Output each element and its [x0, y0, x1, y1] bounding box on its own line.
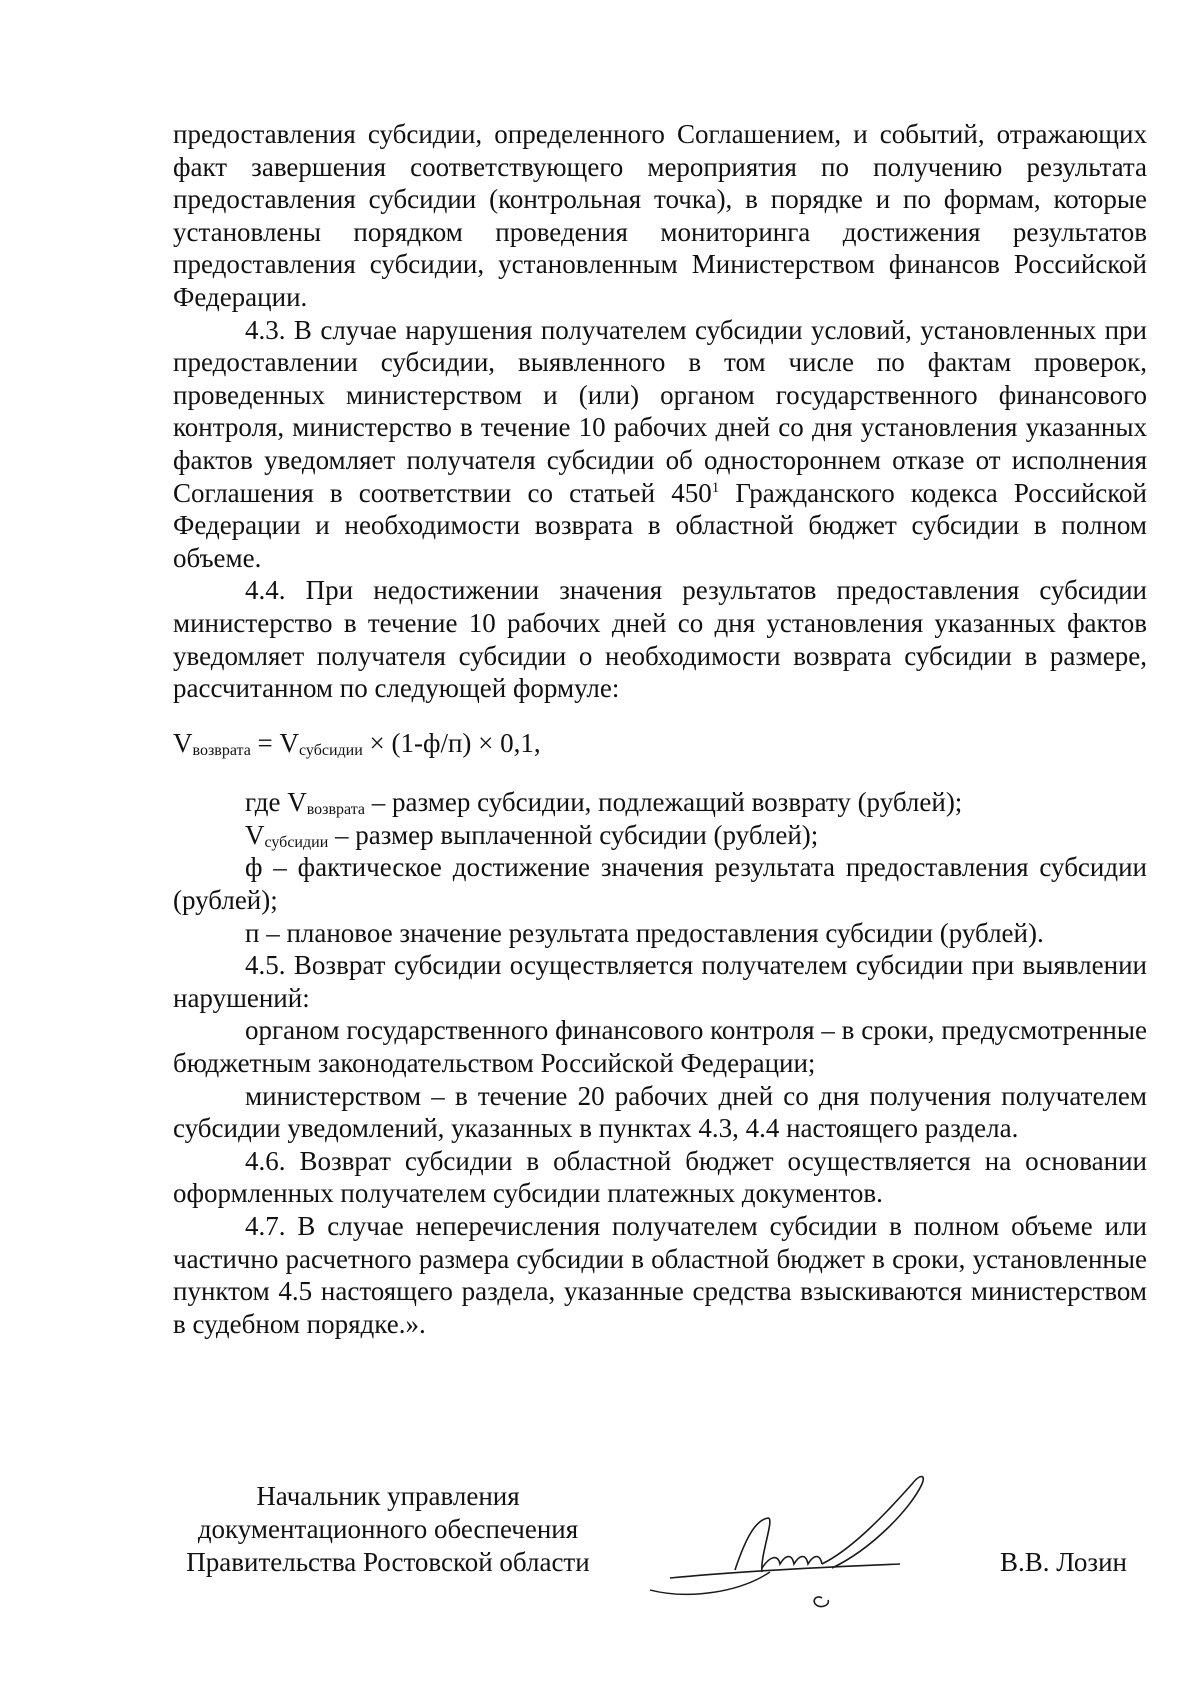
formula-sub-return: возврата: [192, 741, 251, 759]
paragraph-4-6: 4.6. Возврат субсидии в областной бюджет осуществляется на основании оформленных получателем субсидии платежных документов.: [173, 1145, 1147, 1209]
definition-v-subsidy-prefix: V: [245, 819, 265, 850]
definition-v-return-prefix: где V: [245, 787, 307, 818]
formula-sub-subsidy: субсидии: [299, 741, 363, 759]
formula-rest: × (1-ф/п) × 0,1,: [362, 727, 541, 758]
signature-block: [0, 1480, 1200, 1640]
definition-f: ф – фактическое достижение значения результата предоставления субсидии (рублей);: [173, 852, 1147, 916]
definition-v-return: [173, 786, 1147, 819]
formula-v: V: [173, 727, 193, 758]
definition-p: п – плановое значение результата предоставления субсидии (рублей).: [245, 917, 1044, 948]
paragraph-4-7: 4.7. В случае неперечисления получателем субсидии в полном объеме или частично расчетного размера субсидии в областной бюджет в сроки, установленные пунктом 4.5 настоящего раздела, указанные средства взыскиваются министерством в судебном порядке.».: [173, 1211, 1147, 1339]
paragraph-4-5-b: министерством – в течение 20 рабочих дней со дня получения получателем субсидии уведомлений, указанных в пунктах 4.3, 4.4 настоящего раздела.: [173, 1080, 1147, 1144]
paragraph-4-5-a: органом государственного финансового контроля – в сроки, предусмотренные бюджетным законодательством Российской Федерации;: [173, 1015, 1147, 1079]
signatory-title-line-2: документационного обеспечения: [197, 1514, 579, 1544]
paragraph-4-4: 4.4. При недостижении значения результатов предоставления субсидии министерство в течение 10 рабочих дней со дня установления указанных фактов уведомляет получателя субсидии о необходимости возврата субсидии в размере, рассчитанном по следующей формуле:: [173, 575, 1147, 704]
paragraph-4-5: 4.5. Возврат субсидии осуществляется получателем субсидии при выявлении нарушений:: [173, 950, 1147, 1013]
signatory-title-line-1: Начальник управления: [256, 1481, 520, 1511]
handwritten-signature: [650, 1460, 990, 1620]
document-body: [173, 118, 1147, 1340]
signatory-name: В.В. Лозин: [1000, 1547, 1127, 1577]
definition-v-return-text: – размер субсидии, подлежащий возврату (рублей);: [365, 787, 963, 818]
formula-equals: = V: [250, 727, 300, 758]
formula: [173, 727, 1147, 760]
signatory-title-line-3: Правительства Ростовской области: [186, 1547, 590, 1577]
article-superscript: 1: [711, 479, 720, 496]
definition-v-subsidy: [173, 819, 1147, 852]
definition-v-return-sub: возврата: [306, 801, 365, 819]
paragraph-4-3: [173, 314, 1147, 575]
paragraph-intro: предоставления субсидии, определенного Соглашением, и событий, отражающих факт завершения соответствующего мероприятия по получению результата предоставления субсидии (контрольная точка), в порядке и по формам, которые установлены порядком проведения мониторинга достижения результатов предоставления субсидии, установленным Министерством финансов Российской Федерации.: [173, 119, 1147, 312]
definition-v-subsidy-text: – размер выплаченной субсидии (рублей);: [328, 819, 819, 850]
signatory-title: [173, 1480, 603, 1579]
paragraph-4-3-text-a: 4.3. В случае нарушения получателем субсидии условий, установленных при предоставлении субсидии, выявленного в том числе по фактам проверок, проведенных министерством и (или) органом государственного финансового контроля, министерство в течение 10 рабочих дней со дня установления указанных фактов уведомляет получателя субсидии об одностороннем отказе от исполнения Соглашения в соответствии со статьей 450: [173, 314, 1147, 508]
paragraph-4-3-text-b: Гражданского кодекса Российской Федерации и необходимости возврата в областной бюджет субсидии в полном объеме.: [173, 477, 1147, 573]
definition-v-subsidy-sub: субсидии: [264, 833, 329, 851]
